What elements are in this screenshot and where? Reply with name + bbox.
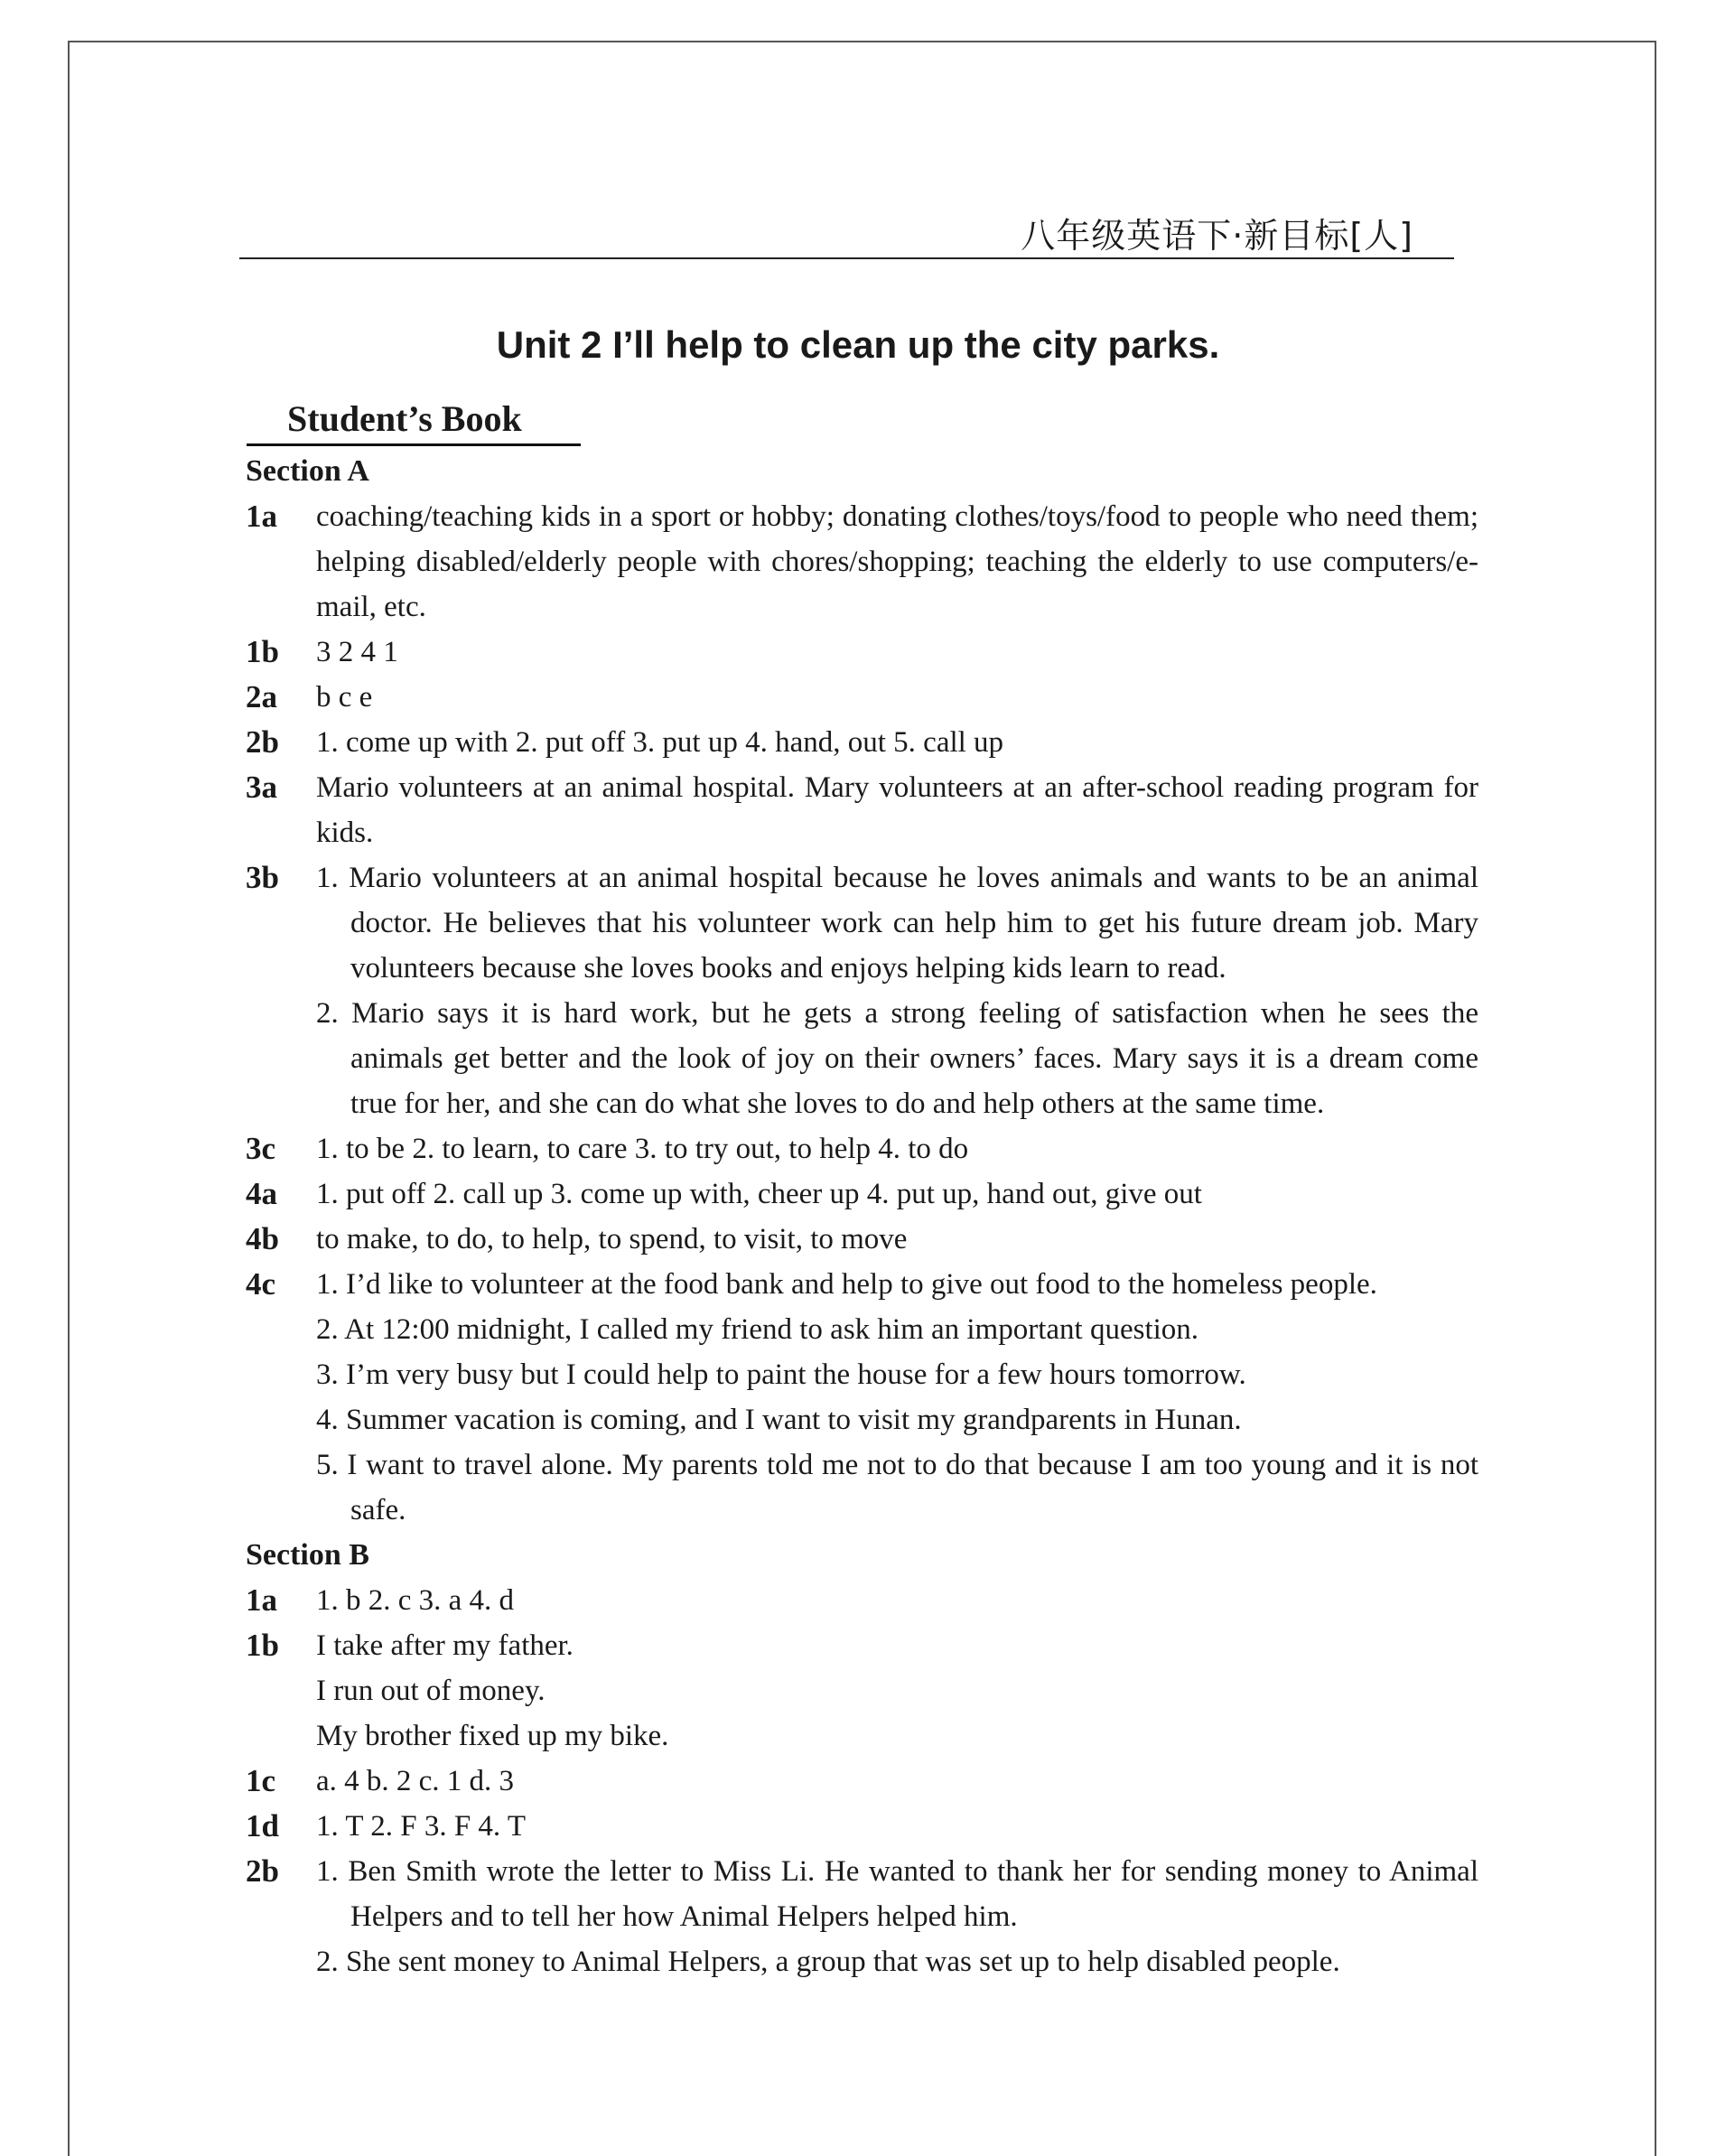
numbered-answer: 2. At 12:00 midnight, I called my friend to ask him an important question. [316,1313,1199,1346]
item-code: 3c [246,1131,276,1166]
numbered-answer: 1. Ben Smith wrote the letter to Miss Li. He wanted to thank her for sending money to Animal Helpers and to tell her how Animal Helpers helped him. [316,1855,1478,1933]
answer-item [246,630,1478,675]
answer-text: coaching/teaching kids in a sport or hobby; donating clothes/toys/food to people who need them; helping disabled/elderly people with chores/shopping; teaching the elderly to use computers/e-mail, etc. [316,500,1478,623]
answer-item [246,1578,1478,1623]
item-body [316,720,1478,765]
answer-item [246,1126,1478,1171]
answer-text: My brother fixed up my bike. [316,1720,669,1752]
item-code: 1d [246,1808,279,1843]
answer-item [246,1759,1478,1804]
unit-title: Unit 2 I’ll help to clean up the city parks. [496,323,1220,366]
item-body [316,1759,1478,1804]
answer-content [246,449,1478,1984]
answer-text: Mario volunteers at an animal hospital. Mary volunteers at an after-school reading program for kids. [316,771,1478,849]
item-body [316,1262,1478,1533]
item-code: 1c [246,1763,276,1798]
answer-item [246,1623,1478,1759]
item-code: 4b [246,1221,279,1256]
section-heading: Section A [246,454,369,488]
page-header [239,203,1454,259]
numbered-answer: 1. Mario volunteers at an animal hospital because he loves animals and wants to be an animal doctor. He believes that his volunteer work can help him to get his future dream job. Mary volunteers because she loves books and enjoys helping kids learn to read. [316,862,1478,985]
answer-item [246,1849,1478,1984]
answer-text: 3 2 4 1 [316,636,398,668]
answer-item [246,855,1478,1126]
numbered-answer: 4. Summer vacation is coming, and I want to visit my grandparents in Hunan. [316,1404,1242,1436]
answer-text: 1. b 2. c 3. a 4. d [316,1584,515,1617]
item-body [316,1578,1478,1623]
item-body [316,1126,1478,1171]
numbered-answer: 2. She sent money to Animal Helpers, a group that was set up to help disabled people. [316,1946,1340,1978]
answer-text: 1. T 2. F 3. F 4. T [316,1810,526,1843]
answer-text: to make, to do, to help, to spend, to visit, to move [316,1223,908,1255]
item-code: 4c [246,1266,276,1302]
item-body [316,1804,1478,1849]
item-code: 3a [246,770,277,805]
numbered-answer: 2. Mario says it is hard work, but he gets a strong feeling of satisfaction when he sees the animals get better and the look of joy on their owners’ faces. Mary says it is a dream come true for her, and she can do what she loves to do and help others at the same time. [316,997,1478,1120]
answer-text: b c e [316,681,373,714]
item-body [316,1623,1478,1759]
answer-item [246,1171,1478,1217]
item-body [316,1217,1478,1262]
item-code: 2a [246,679,277,714]
numbered-answer: 5. I want to travel alone. My parents told me not to do that because I am too young and it is not safe. [316,1449,1478,1526]
item-body [316,494,1478,630]
item-body [316,1171,1478,1217]
answer-item [246,675,1478,720]
item-code: 1b [246,1628,279,1663]
answer-text: 1. to be 2. to learn, to care 3. to try out, to help 4. to do [316,1133,969,1165]
item-body [316,675,1478,720]
item-body [316,630,1478,675]
item-body [316,855,1478,1126]
answer-text: 1. put off 2. call up 3. come up with, cheer up 4. put up, hand out, give out [316,1178,1202,1210]
answer-item [246,1217,1478,1262]
answer-text: a. 4 b. 2 c. 1 d. 3 [316,1765,515,1797]
answer-item [246,720,1478,765]
item-code: 1b [246,634,279,669]
answer-text: 1. come up with 2. put off 3. put up 4. hand, out 5. call up [316,726,1004,759]
item-code: 4a [246,1176,277,1211]
item-body [316,765,1478,855]
book-title: Student’s Book [247,397,581,446]
answer-item [246,1804,1478,1849]
answer-text: I take after my father. [316,1629,574,1662]
section-heading: Section B [246,1538,369,1572]
item-code: 2b [246,724,279,760]
item-code: 3b [246,860,279,895]
header-text: 八年级英语下·新目标[人] [1021,216,1413,256]
answer-item [246,765,1478,855]
item-body [316,1849,1478,1984]
item-code: 2b [246,1853,279,1889]
answer-item [246,494,1478,630]
item-code: 1a [246,499,277,534]
answer-item [246,1262,1478,1533]
numbered-answer: 3. I’m very busy but I could help to paint the house for a few hours tomorrow. [316,1358,1246,1391]
numbered-answer: 1. I’d like to volunteer at the food bank and help to give out food to the homeless people. [316,1268,1377,1301]
item-code: 1a [246,1582,277,1618]
answer-text: I run out of money. [316,1675,546,1707]
